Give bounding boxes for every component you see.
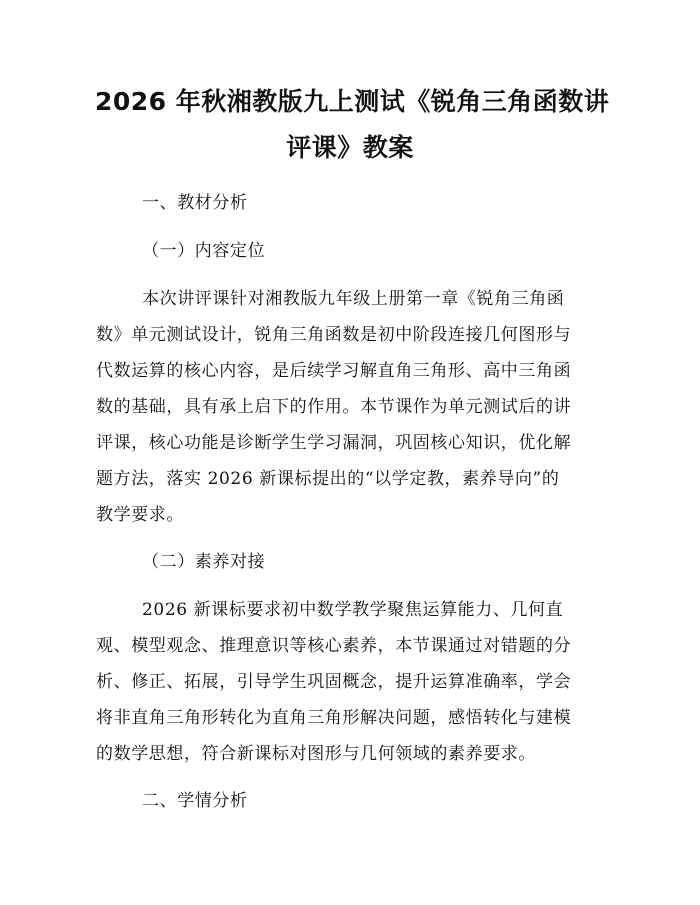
paragraph-1-line-4: 数的基础，具有承上启下的作用。本节课作为单元测试后的讲 — [96, 397, 572, 417]
section-heading-textbook-analysis: 一、教材分析 — [142, 193, 248, 213]
paragraph-1-line-7: 教学要求。 — [96, 505, 184, 525]
paragraph-1-line-6: 题方法，落实 2026 新课标提出的“以学定教，素养导向”的 — [96, 469, 560, 489]
document-title-line-1: 2026 年秋湘教版九上测试《锐角三角函数讲 — [95, 87, 610, 116]
paragraph-2-line-5: 的数学思想，符合新课标对图形与几何领域的素养要求。 — [96, 744, 536, 764]
paragraph-1-line-3: 代数运算的核心内容，是后续学习解直角三角形、高中三角函 — [96, 361, 572, 381]
paragraph-1-line-2: 数》单元测试设计，锐角三角函数是初中阶段连接几何图形与 — [96, 325, 572, 345]
paragraph-2-line-3: 析、修正、拓展，引导学生巩固概念，提升运算准确率，学会 — [96, 672, 572, 692]
document-title-line-2: 评课》教案 — [286, 133, 414, 162]
paragraph-1-line-5: 评课，核心功能是诊断学生学习漏洞，巩固核心知识，优化解 — [96, 433, 572, 453]
paragraph-1-line-1: 本次讲评课针对湘教版九年级上册第一章《锐角三角函 — [142, 289, 565, 309]
section-heading-learning-situation-analysis: 二、学情分析 — [142, 791, 248, 811]
paragraph-2-line-1: 2026 新课标要求初中数学教学聚焦运算能力、几何直 — [142, 600, 564, 620]
subsection-heading-literacy-alignment: （二）素养对接 — [142, 552, 266, 572]
paragraph-2-line-4: 将非直角三角形转化为直角三角形解决问题，感悟转化与建模 — [96, 708, 572, 728]
paragraph-2-line-2: 观、模型观念、推理意识等核心素养，本节课通过对错题的分 — [96, 636, 572, 656]
subsection-heading-content-positioning: （一）内容定位 — [142, 241, 266, 261]
